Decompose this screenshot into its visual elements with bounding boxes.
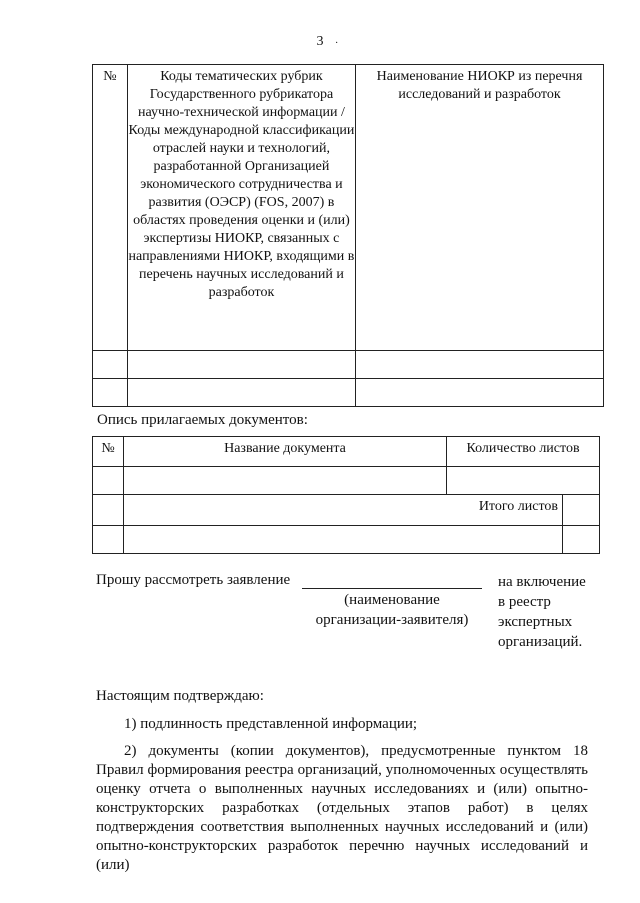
table-header-row — [93, 437, 600, 467]
table-cell — [93, 526, 124, 554]
table-cell — [563, 526, 600, 554]
col-no-header: № — [93, 65, 128, 351]
niokr-codes-table — [92, 64, 604, 407]
table-cell — [93, 379, 128, 407]
table-cell — [124, 467, 447, 495]
table-header-row — [93, 65, 604, 351]
col-sheet-count-header: Количество листов — [447, 437, 600, 467]
request-text: Прошу рассмотреть заявление — [96, 572, 291, 588]
attached-documents-table — [92, 436, 600, 554]
page-number: 3 — [316, 34, 324, 49]
table-row — [93, 379, 604, 407]
table-cell — [356, 351, 604, 379]
request-purpose: на включение в реестр экспертных организаций. — [498, 574, 586, 650]
col-codes-header: Коды тематических рубрик Государственного рубрикатора научно-технической информации / Коды международной классификации отраслей науки и технологий, разработанной Организацией экономического сотрудничества и развития (ОЭСР) (FOS, 2007) в областях проведения оценки и (или) экспертизы НИОКР, связанных с направлениями НИОКР, входящими в перечень научных исследований и разработок — [127, 65, 355, 351]
table-row — [93, 351, 604, 379]
table-row — [93, 526, 600, 554]
table-cell — [447, 467, 600, 495]
confirm-item-2: 2) документы (копии документов), предусмотренные пунктом 18 Правил формирования реестра организаций, уполномоченных осуществлять оценку отчета о выполненных научных исследованиях и (или) опытно-конструкторских разработках (отдельных этапов работ) в целях подтверждения соответствия выполненных научных исследований и (или) опытно-конструкторских разработок перечню научных исследований и (или) — [96, 743, 588, 873]
table-cell — [127, 379, 355, 407]
col-niokr-name-header: Наименование НИОКР из перечня исследований и разработок — [356, 65, 604, 351]
col-no-header: № — [93, 437, 124, 467]
documents-list-label: Опись прилагаемых документов: — [97, 412, 308, 428]
table-row — [93, 467, 600, 495]
total-sheets-label: Итого листов — [124, 495, 563, 526]
table-cell — [93, 467, 124, 495]
organization-name-caption: (наименование организации-заявителя) — [315, 592, 469, 628]
total-sheets-value — [563, 495, 600, 526]
table-cell — [127, 351, 355, 379]
table-cell — [93, 495, 124, 526]
table-row — [93, 495, 600, 526]
table-cell — [93, 351, 128, 379]
table-cell — [124, 526, 563, 554]
table-cell — [356, 379, 604, 407]
scan-dot: · — [335, 38, 339, 49]
organization-name-line — [302, 588, 482, 589]
confirm-heading: Настоящим подтверждаю: — [96, 688, 264, 704]
col-doc-name-header: Название документа — [124, 437, 447, 467]
confirm-item-1: 1) подлинность представленной информации; — [124, 716, 418, 732]
